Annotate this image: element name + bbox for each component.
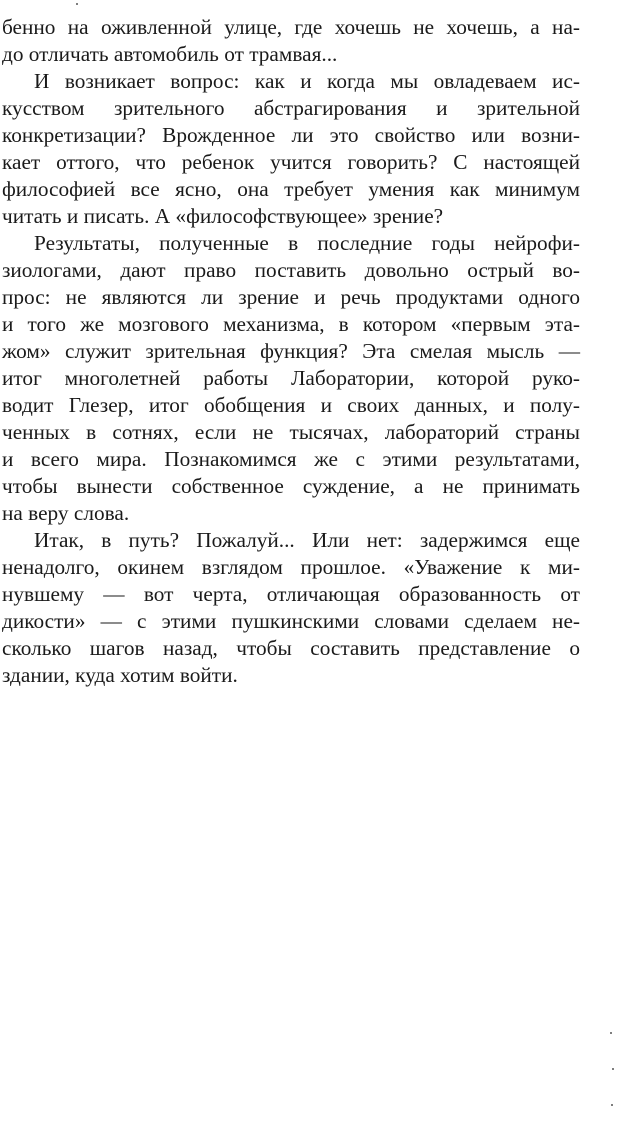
text-line: читать и писать. А «философствующее» зрение? bbox=[2, 204, 444, 228]
text-line: чтобы вынести собственное суждение, а не принимать bbox=[2, 474, 580, 498]
text-line: и всего мира. Познакомимся же с этими результатами, bbox=[2, 447, 580, 471]
text-line: прос: не являются ли зрение и речь продуктами одного bbox=[2, 285, 580, 309]
text-line: жом» служит зрительная функция? Эта смелая мысль — bbox=[2, 339, 580, 363]
paragraph-1 bbox=[2, 14, 580, 68]
paragraph-4 bbox=[2, 527, 580, 689]
paragraph-2 bbox=[2, 68, 580, 230]
scan-speck bbox=[76, 3, 78, 5]
text-line: философией все ясно, она требует умения как минимум bbox=[2, 177, 580, 201]
text-line: водит Глезер, итог обобщения и своих данных, и полу- bbox=[2, 393, 580, 417]
text-line: Результаты, полученные в последние годы нейрофи- bbox=[34, 231, 580, 255]
text-line: кает оттого, что ребенок учится говорить? С настоящей bbox=[2, 150, 580, 174]
text-line: ченных в сотнях, если не тысячах, лабораторий страны bbox=[2, 420, 580, 444]
scan-speck bbox=[611, 1104, 613, 1106]
paragraph-3 bbox=[2, 230, 580, 527]
text-line: дикости» — с этими пушкинскими словами сделаем не- bbox=[2, 609, 580, 633]
body-text bbox=[2, 14, 580, 689]
text-line: конкретизации? Врожденное ли это свойство или возни- bbox=[2, 123, 580, 147]
text-line: Итак, в путь? Пожалуй... Или нет: задержимся еще bbox=[34, 528, 580, 552]
text-line: И возникает вопрос: как и когда мы овладеваем ис- bbox=[34, 69, 580, 93]
text-line: ненадолго, окинем взглядом прошлое. «Уважение к ми- bbox=[2, 555, 580, 579]
text-line: и того же мозгового механизма, в котором «первым эта- bbox=[2, 312, 580, 336]
text-line: нувшему — вот черта, отличающая образованность от bbox=[2, 582, 580, 606]
text-line: зиологами, дают право поставить довольно острый во- bbox=[2, 258, 580, 282]
scan-speck bbox=[610, 1032, 612, 1034]
text-line: здании, куда хотим войти. bbox=[2, 663, 238, 687]
text-line: до отличать автомобиль от трамвая... bbox=[2, 42, 338, 66]
text-line: сколько шагов назад, чтобы составить представление о bbox=[2, 636, 580, 660]
text-line: кусством зрительного абстрагирования и зрительной bbox=[2, 96, 580, 120]
text-line: бенно на оживленной улице, где хочешь не хочешь, а на- bbox=[2, 15, 580, 39]
text-line: на веру слова. bbox=[2, 501, 130, 525]
scan-speck bbox=[612, 1068, 614, 1070]
text-line: итог многолетней работы Лаборатории, которой руко- bbox=[2, 366, 580, 390]
